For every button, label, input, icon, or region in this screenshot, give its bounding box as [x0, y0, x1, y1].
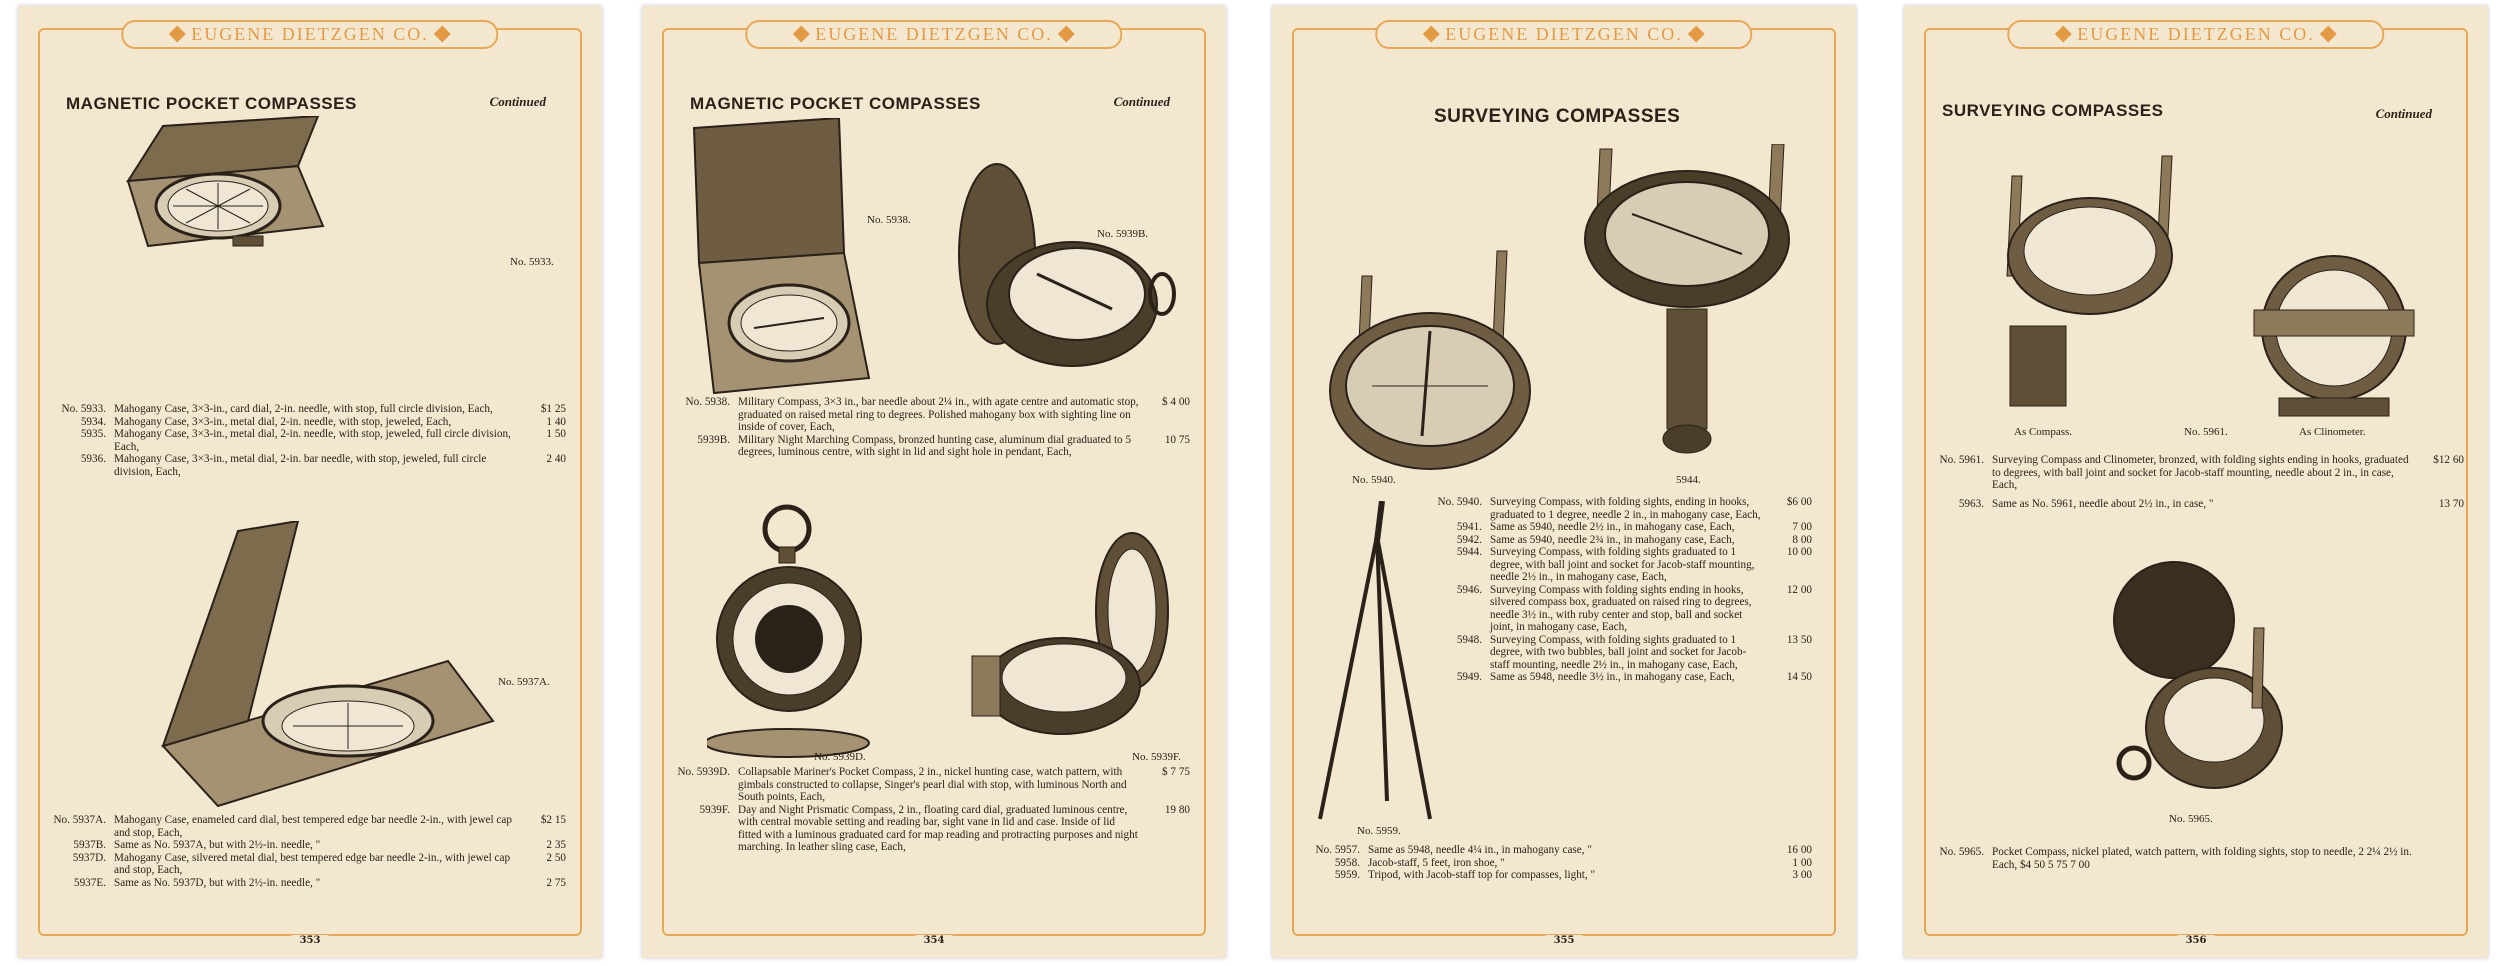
catalog-page-356: [1904, 6, 2488, 958]
price-row: 5963. Same as No. 5961, needle about 2½ in., in case, " 13 70: [1958, 497, 2464, 510]
price-list-bottom: [1924, 846, 2424, 871]
price-row: 5937D. Mahogany Case, silvered metal dial, best tempered edge bar needle 2-in., with jewel cap and stop, Each, 2 50: [72, 851, 566, 876]
price-list-bottom: [670, 766, 1190, 854]
price-row: No. 5933. Mahogany Case, 3×3-in., card dial, 2-in. needle, with stop, full circle division, Each, $1 25: [61, 403, 566, 415]
price-list-top: [1422, 496, 1812, 684]
page-header: EUGENE DIETZGEN CO.: [1375, 20, 1752, 49]
continued-label: Continued: [489, 94, 546, 109]
caption-5965: No. 5965.: [2169, 813, 2213, 825]
price-list-top: [670, 396, 1190, 459]
price-row: No. 5939D. Collapsable Mariner's Pocket Compass, 2 in., nickel hunting case, watch pattern, with gimbals constructed to collapse, Singer's pearl dial with stop, with luminous North and South points, Each, $ 7 75: [677, 766, 1190, 803]
price-row: 5958. Jacob-staff, 5 feet, iron shoe, " 1 00: [1334, 856, 1812, 869]
price-row: 5948. Surveying Compass, with folding sights graduated to 1 degree, with two bubbles, ball joint and socket for Jacob-staff mounting, needle 2½ in., in mahogany case, Each, 13 50: [1456, 633, 1812, 671]
price-row: 5942. Same as 5940, needle 2¾ in., in mahogany case, Each, 8 00: [1456, 533, 1812, 546]
compass-5933-illustration: [108, 116, 338, 256]
price-list-bottom: [46, 814, 566, 889]
compass-5940-illustration: [1312, 236, 1542, 476]
price-row: No. 5957. Same as 5948, needle 4¼ in., in mahogany case, " 16 00: [1315, 844, 1812, 856]
price-row: No. 5940. Surveying Compass, with folding sights, ending in hooks, graduated to 1 degree, needle 2 in., in mahogany case, Each, $6 00: [1437, 496, 1812, 521]
price-row: 5937B. Same as No. 5937A, but with 2½-in. needle, " 2 35: [73, 839, 566, 851]
compass-5961-as-clinometer-illustration: [2249, 248, 2419, 423]
catalog-page-355: [1272, 6, 1856, 958]
compass-5939f-illustration: [952, 526, 1192, 751]
compass-5944-illustration: [1572, 144, 1802, 474]
page-title: MAGNETIC POCKET COMPASSES: [690, 94, 981, 113]
compass-5939b-illustration: [952, 144, 1182, 384]
page-header: EUGENE DIETZGEN CO.: [745, 20, 1122, 49]
price-row: 5934. Mahogany Case, 3×3-in., metal dial, 2-in. needle, with stop, jeweled, Each, 1 40: [80, 415, 566, 428]
page-number: 354: [916, 935, 953, 946]
price-row: 5939F. Day and Night Prismatic Compass, 2 in., floating card dial, graduated luminous centre, with central movable setting and reading bar, sight vane in lid and case. Inside of lid fitted with a luminous graduated card for map reading and protracting purposes and night marching. In leather sling case, Each, 19 80: [699, 803, 1190, 853]
continued-label: Continued: [1113, 94, 1170, 109]
page-title: SURVEYING COMPASSES: [1434, 106, 1681, 127]
price-list-top: [46, 403, 566, 478]
compass-5938-illustration: [684, 118, 874, 398]
caption-5939d: No. 5939D.: [814, 751, 866, 763]
price-row: 5946. Surveying Compass with folding sights ending in hooks, silvered compass box, graduated on raised ring to degrees, needle 3½ in., with ruby center and stop, ball and socket joint, in mahogany case, Each, 12 00: [1456, 583, 1812, 633]
caption-5961: No. 5961.: [2184, 426, 2228, 438]
page-title: SURVEYING COMPASSES: [1942, 101, 2164, 120]
compass-5939d-illustration: [707, 501, 887, 766]
price-row: 5936. Mahogany Case, 3×3-in., metal dial, 2-in. bar needle, with stop, jeweled, full circle division, Each, 2 40: [80, 453, 566, 478]
caption-as-compass: As Compass.: [2014, 426, 2073, 438]
caption-5939b: No. 5939B.: [1097, 228, 1149, 240]
page-number: 353: [292, 935, 329, 946]
price-row: 5941. Same as 5940, needle 2½ in., in mahogany case, Each, 7 00: [1456, 521, 1812, 533]
price-row: 5937E. Same as No. 5937D, but with 2½-in. needle, " 2 75: [73, 876, 566, 889]
price-row: No. 5965. Pocket Compass, nickel plated, watch pattern, with folding sights, stop to needle, 2 2¼ 2½ in. Each, $4 50 5 75 7 00: [1939, 846, 2412, 871]
price-row: No. 5938. Military Compass, 3×3 in., bar needle about 2¼ in., with agate centre and automatic stop, graduated on raised metal ring to degrees. Polished mahogany box with sighting line on inside of cover, Each, $ 4 00: [685, 396, 1190, 433]
caption-5938: No. 5938.: [867, 214, 911, 226]
price-list-top: [1924, 454, 2464, 510]
compass-5961-as-compass-illustration: [1982, 146, 2187, 421]
price-row: 5939B. Military Night Marching Compass, bronzed hunting case, aluminum dial graduated to 5 degrees, luminous centre, with sight in lid and sight hole in pendant, Each, 10 75: [697, 433, 1190, 458]
caption-5959: No. 5959.: [1357, 825, 1401, 837]
page-header: EUGENE DIETZGEN CO.: [2007, 20, 2384, 49]
caption-5940: No. 5940.: [1352, 474, 1396, 486]
page-header: EUGENE DIETZGEN CO.: [121, 20, 498, 49]
price-row: No. 5961. Surveying Compass and Clinometer, bronzed, with folding sights ending in hooks, graduated to degrees, with ball joint and socket for Jacob-staff mounting, needle about 2 in., in case, Each, $12 60: [1939, 454, 2464, 491]
compass-5965-illustration: [2104, 558, 2304, 808]
price-row: 5949. Same as 5948, needle 3½ in., in mahogany case, Each, 14 50: [1456, 671, 1812, 683]
catalog-page-354: [642, 6, 1226, 958]
caption-5937a: No. 5937A.: [498, 676, 550, 688]
page-title: MAGNETIC POCKET COMPASSES: [66, 94, 357, 113]
price-row: 5959. Tripod, with Jacob-staff top for compasses, light, " 3 00: [1334, 869, 1812, 881]
price-row: 5944. Surveying Compass, with folding sights graduated to 1 degree, with ball joint and socket for Jacob-staff mounting, needle 2½ in., in mahogany case, Each, 10 00: [1456, 546, 1812, 583]
compass-5937a-illustration: [158, 521, 498, 811]
price-row: 5935. Mahogany Case, 3×3-in., metal dial, 2-in. needle, with stop, jeweled, full circle division, Each, 1 50: [80, 428, 566, 453]
catalog-page-353: [18, 6, 602, 958]
caption-as-clinometer: As Clinometer.: [2299, 426, 2366, 438]
price-list-bottom: [1300, 844, 1812, 882]
page-number: 355: [1546, 935, 1583, 946]
page-number: 356: [2178, 935, 2215, 946]
caption-5933: No. 5933.: [510, 256, 554, 268]
continued-label: Continued: [2375, 106, 2432, 121]
caption-5944: 5944.: [1676, 474, 1701, 486]
price-row: No. 5937A. Mahogany Case, enameled card dial, best tempered edge bar needle 2-in., with jewel cap and stop, Each, $2 15: [53, 814, 566, 839]
caption-5939f: No. 5939F.: [1132, 751, 1181, 763]
